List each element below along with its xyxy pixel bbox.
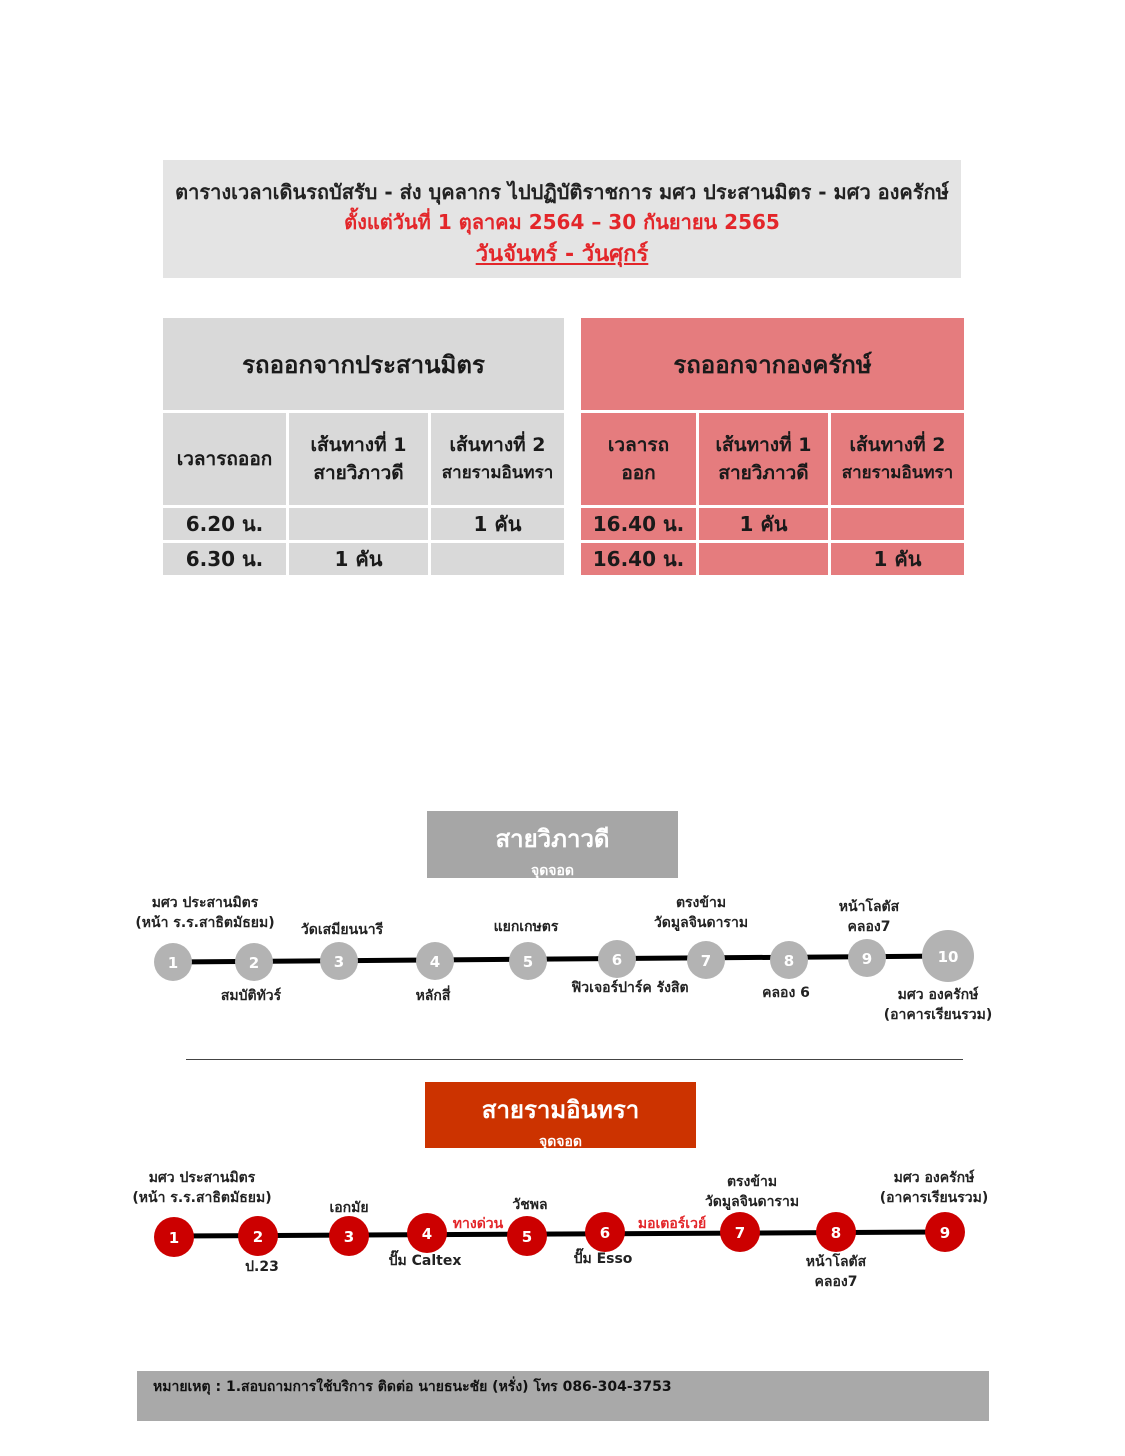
label-line: ตรงข้าม	[726, 1174, 778, 1190]
route1-stop6-label: ฟิวเจอร์ปาร์ค รังสิต	[571, 980, 689, 996]
cell-time: 16.40 น.	[580, 507, 698, 542]
cell-time: 6.30 น.	[162, 542, 288, 577]
header-title: ตารางเวลาเดินรถบัสรับ - ส่ง บุคลากร ไปปฏิบัติราชการ มศว ประสานมิตร - มศว องครักษ์	[175, 180, 949, 204]
section-divider	[186, 1059, 963, 1060]
route1-stop-number: 2	[248, 954, 260, 972]
route1-stop2-label: สมบัติทัวร์	[220, 988, 282, 1004]
route2-title-box	[425, 1082, 696, 1148]
route2-stop-number: 3	[343, 1228, 355, 1246]
label-line: วัดมูลจินดาราม	[704, 1194, 800, 1210]
route2-stop-number: 1	[168, 1229, 180, 1247]
cell-route2: 1 คัน	[430, 507, 566, 542]
label-line: (อาคารเรียนรวม)	[883, 1007, 993, 1023]
route1-stop4-label: หลักสี่	[415, 988, 451, 1004]
route2-subtitle: จุดจอด	[539, 1134, 582, 1150]
route2-name: สายรามอินทรา	[481, 1096, 640, 1124]
route1-stop-number: 4	[429, 953, 441, 971]
col-header-route2-line1: เส้นทางที่ 2	[449, 434, 546, 456]
footer-note-bar	[137, 1371, 989, 1421]
route1-stop-number: 6	[611, 951, 623, 969]
label-line: มศว ประสานมิตร	[148, 1170, 256, 1186]
col-header-route2-line2: สายรามอินทรา	[441, 463, 554, 483]
route2-stop6-label: ปั๊ม Esso	[573, 1251, 633, 1267]
route1-stop-number: 5	[522, 953, 534, 971]
route2-expressway-label: ทางด่วน	[452, 1216, 504, 1232]
route1-stop-number: 7	[700, 952, 712, 970]
label-line: (หน้า ร.ร.สาธิตมัธยม)	[135, 915, 275, 931]
label-line: มศว องครักษ์	[897, 987, 979, 1003]
route1-stop3-label: วัดเสมียนนารี	[300, 922, 384, 938]
cell-time: 16.40 น.	[580, 542, 698, 577]
col-header-time-line1: เวลารถ	[607, 434, 670, 456]
route2-motorway-label: มอเตอร์เวย์	[637, 1216, 707, 1232]
route1-stop10-label	[884, 985, 993, 1025]
route1-subtitle: จุดจอด	[531, 863, 574, 879]
route2-stop-number: 4	[421, 1225, 433, 1243]
footer-note: หมายเหตุ : 1.สอบถามการใช้บริการ ติดต่อ นายธนะชัย (หรั่ง) โทร 086-304-3753	[153, 1379, 672, 1395]
route2-stop5-label: วัชพล	[512, 1197, 548, 1213]
route2-stop-number: 8	[830, 1224, 842, 1242]
header-date-range: ตั้งแต่วันที่ 1 ตุลาคม 2564 – 30 กันยายน 2565	[344, 210, 780, 234]
col-header-route1-line1: เส้นทางที่ 1	[310, 434, 407, 456]
route1-stop-number: 1	[167, 954, 179, 972]
route2-stop-number: 6	[599, 1224, 611, 1242]
cell-route1: 1 คัน	[698, 507, 830, 542]
route1-stop-number: 10	[937, 948, 959, 966]
route2-stop7-label	[705, 1172, 799, 1212]
route2-stop2-label: ป.23	[245, 1259, 279, 1275]
route2-stop1-label	[132, 1168, 271, 1208]
route1-stop1-label	[135, 893, 274, 933]
label-line: หน้าโลตัส	[838, 899, 900, 915]
route1-stop9-label	[839, 897, 899, 937]
route2-stop-number: 2	[252, 1228, 264, 1246]
col-header-route1-line2: สายวิภาวดี	[718, 462, 809, 484]
route1-stop5-label: แยกเกษตร	[493, 919, 559, 935]
cell-route2: 1 คัน	[830, 542, 966, 577]
route2-stop-number: 9	[939, 1224, 951, 1242]
route2-stop3-label: เอกมัย	[329, 1200, 369, 1216]
label-line: (อาคารเรียนรวม)	[879, 1190, 989, 1206]
label-line: มศว ประสานมิตร	[151, 895, 259, 911]
route2-stop-number: 7	[734, 1224, 746, 1242]
route2-stop4-label: ปั๊ม Caltex	[388, 1253, 462, 1269]
route2-stop8-label	[806, 1252, 866, 1292]
label-line: หน้าโลตัส	[805, 1254, 867, 1270]
cell-route1: 1 คัน	[288, 542, 430, 577]
route1-stop-number: 3	[333, 953, 345, 971]
col-header-route2-line1: เส้นทางที่ 2	[849, 434, 946, 456]
col-header-route1-line2: สายวิภาวดี	[313, 462, 404, 484]
route1-stop7-label	[654, 893, 748, 933]
label-line: มศว องครักษ์	[893, 1170, 975, 1186]
route1-stop8-label: คลอง 6	[762, 985, 810, 1001]
route2-stop9-label	[880, 1168, 989, 1208]
col-header-time: เวลารถออก	[162, 412, 288, 507]
col-header-route2-line2: สายรามอินทรา	[841, 463, 954, 483]
table-title: รถออกจากองครักษ์	[580, 317, 966, 412]
label-line: วัดมูลจินดาราม	[653, 915, 749, 931]
header-days: วันจันทร์ - วันศุกร์	[475, 242, 649, 267]
route1-line	[173, 956, 948, 962]
route1-stop-number: 9	[861, 950, 873, 968]
cell-time: 6.20 น.	[162, 507, 288, 542]
label-line: ตรงข้าม	[675, 895, 727, 911]
route1-name: สายวิภาวดี	[495, 825, 610, 853]
route1-stop-number: 8	[783, 952, 795, 970]
label-line: (หน้า ร.ร.สาธิตมัธยม)	[132, 1190, 272, 1206]
route2-stop-number: 5	[521, 1228, 533, 1246]
col-header-time-line2: ออก	[621, 462, 656, 484]
label-line: คลอง7	[814, 1274, 858, 1290]
col-header-route1-line1: เส้นทางที่ 1	[715, 434, 812, 456]
label-line: คลอง7	[847, 919, 891, 935]
table-title: รถออกจากประสานมิตร	[162, 317, 566, 412]
